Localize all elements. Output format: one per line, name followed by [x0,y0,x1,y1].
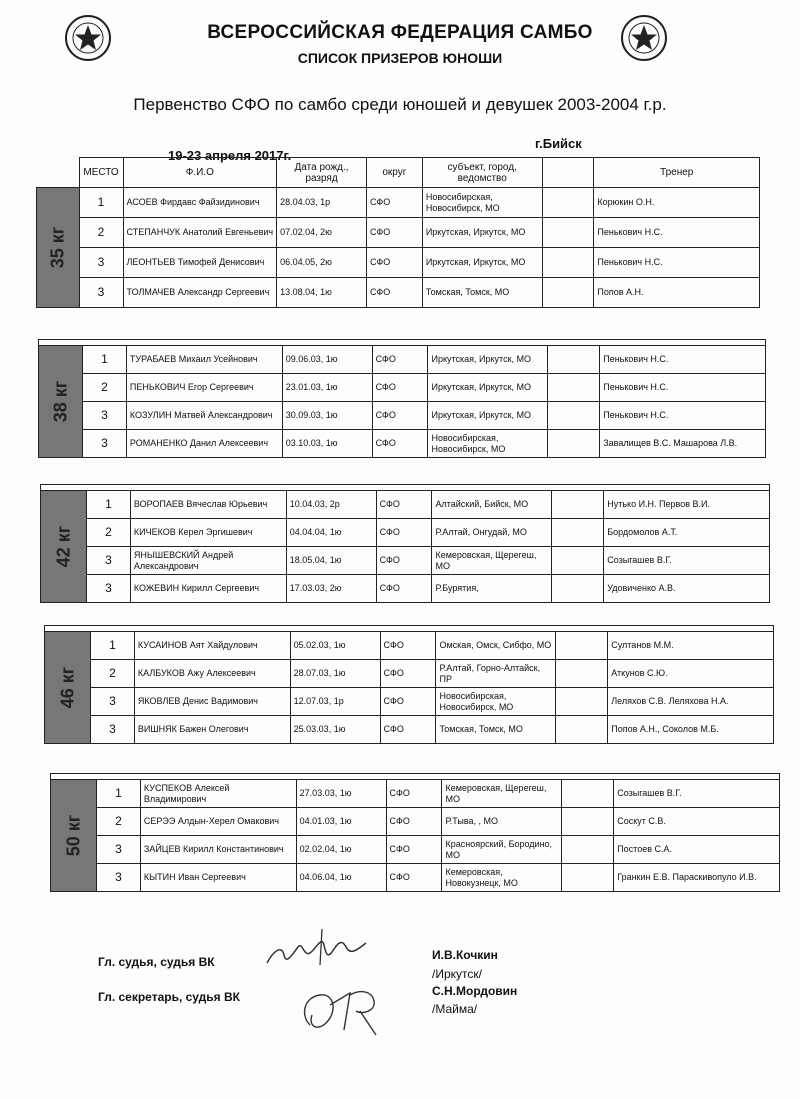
name-cell: ТОЛМАЧЕВ Александр Сергеевич [123,278,277,308]
district-cell: СФО [380,632,436,660]
table-row [37,188,760,218]
place-cell: 1 [86,491,130,519]
chief-judge-name: И.В.Кочкин [432,948,498,962]
name-cell: КУСПЕКОВ Алексей Владимирович [140,780,296,808]
name-cell: ЯКОВЛЕВ Денис Вадимович [134,688,290,716]
chief-secretary-city: /Майма/ [432,1002,478,1016]
table-row [41,519,770,547]
coach-cell: Завалищев В.С. Машарова Л.В. [600,430,766,458]
region-cell: Р.Тыва, , МО [442,808,562,836]
col-coach: Тренер [594,158,760,188]
place-cell: 2 [86,519,130,547]
name-cell: ВОРОПАЕВ Вячеслав Юрьевич [130,491,286,519]
chief-secretary-name: С.Н.Мордовин [432,984,518,998]
name-cell: РОМАНЕНКО Данил Алексеевич [126,430,282,458]
results-table-50 [50,773,780,892]
place-cell: 3 [82,430,126,458]
table-header-row [37,158,760,188]
region-cell: Кемеровская, Щерегеш, МО [432,547,552,575]
dob-cell: 12.07.03, 1р [290,688,380,716]
region-cell: Р.Алтай, Онгудай, МО [432,519,552,547]
table-row [41,491,770,519]
place-cell: 1 [90,632,134,660]
region-cell: Томская, Томск, МО [436,716,556,744]
coach-cell: Удовиченко А.В. [604,575,770,603]
region-cell: Новосибирская, Новосибирск, МО [428,430,548,458]
place-cell: 1 [79,188,123,218]
region-cell: Омская, Омск, Сибфо, МО [436,632,556,660]
dob-cell: 28.04.03, 1р [277,188,367,218]
results-table-35 [36,157,760,308]
table-row [41,547,770,575]
coach-cell: Созыгашев В.Г. [604,547,770,575]
name-cell: КОЗУЛИН Матвей Александрович [126,402,282,430]
place-cell: 3 [96,836,140,864]
district-cell: СФО [372,402,428,430]
coach-cell: Гранкин Е.В. Параскивопуло И.В. [614,864,780,892]
place-cell: 3 [79,248,123,278]
region-cell: Р.Алтай, Горно-Алтайск, ПР [436,660,556,688]
district-cell: СФО [372,346,428,374]
region-cell: Иркутская, Иркутск, МО [422,248,542,278]
name-cell: ЯНЫШЕВСКИЙ Андрей Александрович [130,547,286,575]
weight-category-label: 42 кг [41,491,87,603]
region-cell: Р.Бурятия, [432,575,552,603]
region-cell: Томская, Томск, МО [422,278,542,308]
district-cell: СФО [366,218,422,248]
table-row [51,864,780,892]
document-title: ВСЕРОССИЙСКАЯ ФЕДЕРАЦИЯ САМБО [207,22,593,43]
coach-cell: Пенькович Н.С. [600,346,766,374]
district-cell: СФО [366,278,422,308]
district-cell: СФО [366,248,422,278]
dob-cell: 02.02.04, 1ю [296,836,386,864]
district-cell: СФО [376,519,432,547]
weight-category-label: 35 кг [37,188,80,308]
table-row [45,632,774,660]
place-cell: 2 [90,660,134,688]
table-row [39,402,766,430]
coach-cell: Аткунов С.Ю. [608,660,774,688]
weight-category-label: 50 кг [51,780,97,892]
table-row [41,575,770,603]
name-cell: КАЛБУКОВ Ажу Алексеевич [134,660,290,688]
name-cell: КЫТИН Иван Сергеевич [140,864,296,892]
place-cell: 3 [96,864,140,892]
name-cell: СЕРЭЭ Алдын-Херел Омакович [140,808,296,836]
table-row [39,346,766,374]
coach-cell: Попов А.Н. [594,278,760,308]
coach-cell: Нутько И.Н. Первов В.И. [604,491,770,519]
event-city: г.Бийск [535,136,582,151]
dob-cell: 04.04.04, 1ю [286,519,376,547]
region-cell: Иркутская, Иркутск, МО [428,402,548,430]
table-row [37,278,760,308]
col-name: Ф.И.О [123,158,277,188]
name-cell: АСОЕВ Фирдавс Файзидинович [123,188,277,218]
dob-cell: 25.03.03, 1ю [290,716,380,744]
region-cell: Новосибирская, Новосибирск, МО [436,688,556,716]
place-cell: 1 [82,346,126,374]
district-cell: СФО [380,688,436,716]
region-cell: Красноярский, Бородино, МО [442,836,562,864]
district-cell: СФО [372,430,428,458]
dob-cell: 27.03.03, 1ю [296,780,386,808]
region-cell: Кемеровская, Щерегеш, МО [442,780,562,808]
results-table-46 [44,625,774,744]
table-row [51,780,780,808]
chief-judge-label: Гл. судья, судья ВК [98,955,215,969]
district-cell: СФО [386,864,442,892]
document-subtitle: СПИСОК ПРИЗЕРОВ ЮНОШИ [297,50,503,66]
table-row [45,660,774,688]
dob-cell: 05.02.03, 1ю [290,632,380,660]
chief-judge-city: /Иркутск/ [432,967,482,981]
name-cell: КОЖЕВИН Кирилл Сергеевич [130,575,286,603]
coach-cell: Пенькович Н.С. [600,374,766,402]
coach-cell: Созыгашев В.Г. [614,780,780,808]
dob-cell: 07.02.04, 2ю [277,218,367,248]
dob-cell: 09.06.03, 1ю [282,346,372,374]
chief-secretary-label: Гл. секретарь, судья ВК [98,990,240,1004]
dob-cell: 30.09.03, 1ю [282,402,372,430]
name-cell: ЛЕОНТЬЕВ Тимофей Денисович [123,248,277,278]
dob-cell: 04.06.04, 1ю [296,864,386,892]
event-name: Первенство СФО по самбо среди юношей и девушек 2003-2004 г.р. [133,95,667,114]
coach-cell: Соскут С.В. [614,808,780,836]
weight-category-label: 46 кг [45,632,91,744]
name-cell: ТУРАБАЕВ Михаил Усейнович [126,346,282,374]
dob-cell: 06.04.05, 2ю [277,248,367,278]
results-table-42 [40,484,770,603]
coach-cell: Леляхов С.В. Леляхова Н.А. [608,688,774,716]
place-cell: 2 [79,218,123,248]
district-cell: СФО [386,780,442,808]
region-cell: Алтайский, Бийск, МО [432,491,552,519]
district-cell: СФО [376,491,432,519]
coach-cell: Пенькович Н.С. [600,402,766,430]
table-row [39,430,766,458]
place-cell: 1 [96,780,140,808]
dob-cell: 28.07.03, 1ю [290,660,380,688]
name-cell: КИЧЕКОВ Керел Эргишевич [130,519,286,547]
district-cell: СФО [372,374,428,402]
coach-cell: Корюкин О.Н. [594,188,760,218]
judge-signature [262,925,372,973]
event-date: 19-23 апреля 2017г. [168,148,292,163]
col-dob: Дата рожд., разряд [277,158,367,188]
name-cell: ПЕНЬКОВИЧ Егор Сергеевич [126,374,282,402]
coach-cell: Бордомолов А.Т. [604,519,770,547]
dob-cell: 04.01.03, 1ю [296,808,386,836]
table-row [51,808,780,836]
region-cell: Иркутская, Иркутск, МО [428,374,548,402]
region-cell: Иркутская, Иркутск, МО [422,218,542,248]
table-row [39,374,766,402]
place-cell: 3 [79,278,123,308]
place-cell: 2 [96,808,140,836]
table-row [45,716,774,744]
coach-cell: Постоев С.А. [614,836,780,864]
table-row [37,218,760,248]
district-cell: СФО [386,836,442,864]
col-district: округ [366,158,422,188]
dob-cell: 18.05.04, 1ю [286,547,376,575]
place-cell: 3 [86,575,130,603]
district-cell: СФО [386,808,442,836]
col-place: МЕСТО [79,158,123,188]
dob-cell: 17.03.03, 2ю [286,575,376,603]
region-cell: Кемеровская, Новокузнецк, МО [442,864,562,892]
secretary-signature [290,975,400,1040]
district-cell: СФО [366,188,422,218]
table-row [45,688,774,716]
place-cell: 2 [82,374,126,402]
table-row [37,248,760,278]
place-cell: 3 [90,716,134,744]
coach-cell: Пенькович Н.С. [594,248,760,278]
name-cell: СТЕПАНЧУК Анатолий Евгеньевич [123,218,277,248]
results-table-38 [38,339,766,458]
district-cell: СФО [380,660,436,688]
coach-cell: Попов А.Н., Соколов М.Б. [608,716,774,744]
region-cell: Новосибирская, Новосибирск, МО [422,188,542,218]
table-row [51,836,780,864]
dob-cell: 03.10.03, 1ю [282,430,372,458]
district-cell: СФО [380,716,436,744]
district-cell: СФО [376,575,432,603]
dob-cell: 13.08.04, 1ю [277,278,367,308]
district-cell: СФО [376,547,432,575]
place-cell: 3 [86,547,130,575]
coach-cell: Султанов М.М. [608,632,774,660]
name-cell: ВИШНЯК Бажен Олегович [134,716,290,744]
place-cell: 3 [82,402,126,430]
dob-cell: 23.01.03, 1ю [282,374,372,402]
name-cell: КУСАИНОВ Аят Хайдулович [134,632,290,660]
place-cell: 3 [90,688,134,716]
coach-cell: Пенькович Н.С. [594,218,760,248]
region-cell: Иркутская, Иркутск, МО [428,346,548,374]
col-region: субъект, город, ведомство [422,158,542,188]
dob-cell: 10.04.03, 2р [286,491,376,519]
weight-category-label: 38 кг [39,346,83,458]
name-cell: ЗАЙЦЕВ Кирилл Константинович [140,836,296,864]
